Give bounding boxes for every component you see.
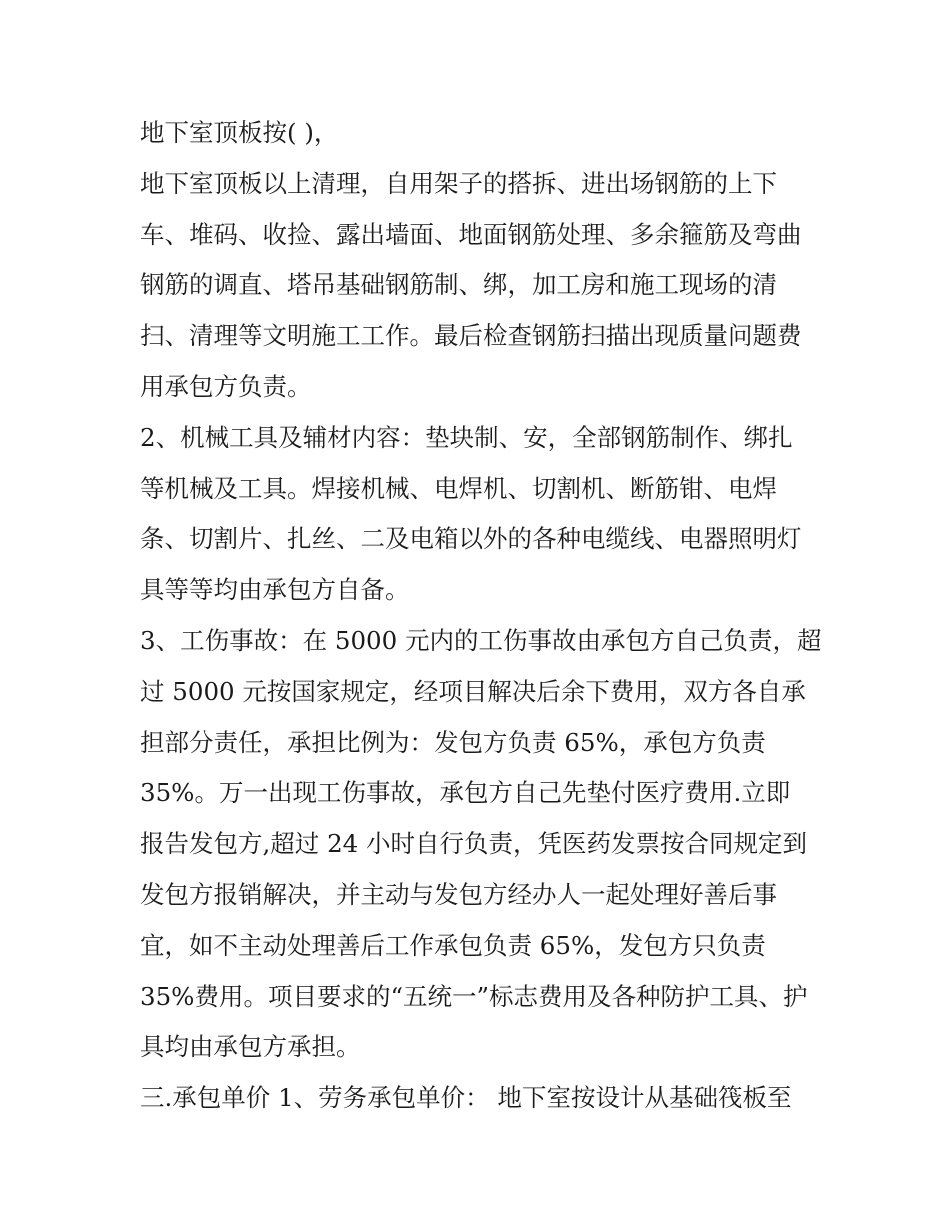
text-line: 发包方报销解决，并主动与发包方经办人一起处理好善后事 (140, 879, 777, 909)
text-line: 等机械及工具。焊接机械、电焊机、切割机、断筋钳、电焊 (140, 473, 777, 503)
text-line: 地下室顶板按( )， (140, 118, 339, 147)
text-line: 扫、清理等文明施工工作。最后检查钢筋扫描出现质量问题费 (140, 321, 802, 351)
text-line: 报告发包方,超过 24 小时自行负责，凭医药发票按合同规定到 (140, 829, 808, 859)
text-line: 3、工伤事故：在 5000 元内的工伤事故由承包方自己负责，超 (140, 625, 822, 655)
text-line: 35%费用。项目要求的“五统一”标志费用及各种防护工具、护 (140, 981, 808, 1011)
text-line: 具等等均由承包方自备。 (140, 575, 410, 605)
text-line: 担部分责任，承担比例为：发包方负责 65%，承包方负责 (140, 727, 766, 757)
text-line: 条、切割片、扎丝、二及电箱以外的各种电缆线、电器照明灯 (140, 524, 802, 554)
text-line: 2、机械工具及辅材内容：垫块制、安，全部钢筋制作、绑扎 (140, 422, 793, 452)
document-body (140, 108, 820, 1124)
text-line: 过 5000 元按国家规定，经项目解决后余下费用，双方各自承 (140, 676, 806, 706)
text-line: 三.承包单价 1、劳务承包单价： 地下室按设计从基础筏板至 (140, 1083, 792, 1113)
text-line: 钢筋的调直、塔吊基础钢筋制、绑，加工房和施工现场的清 (140, 270, 777, 300)
text-line: 地下室顶板以上清理，自用架子的搭拆、进出场钢筋的上下 (140, 168, 777, 198)
text-line: 具均由承包方承担。 (140, 1032, 361, 1062)
text-line: 用承包方负责。 (140, 371, 312, 401)
text-line: 35%。万一出现工伤事故，承包方自己先垫付医疗费用.立即 (140, 778, 791, 808)
text-line: 宜，如不主动处理善后工作承包负责 65%，发包方只负责 (140, 930, 766, 960)
text-line: 车、堆码、收捡、露出墙面、地面钢筋处理、多余箍筋及弯曲 (140, 219, 802, 249)
